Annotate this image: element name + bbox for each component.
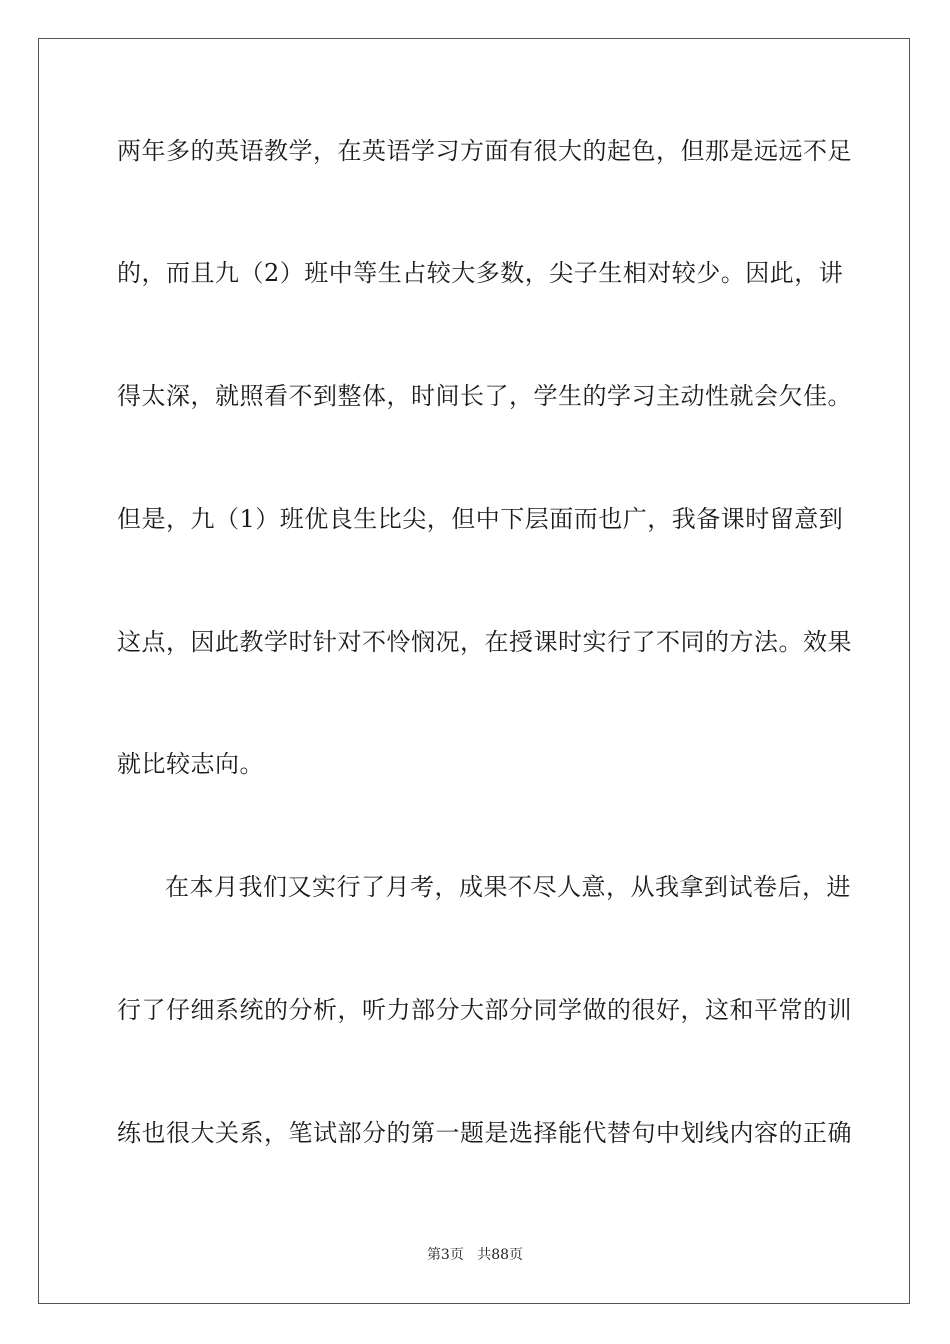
text-line-9: 练也很大关系，笔试部分的第一题是选择能代替句中划线内容的正确 — [117, 1119, 852, 1147]
page-footer — [0, 1246, 950, 1264]
page-number: 第3页 — [426, 1247, 464, 1263]
text-line-2: 的，而且九（2）班中等生占较大多数，尖子生相对较少。因此，讲 — [117, 259, 844, 287]
text-line-1: 两年多的英语教学，在英语学习方面有很大的起色，但那是远远不足 — [117, 137, 852, 165]
text-line-7: 在本月我们又实行了月考，成果不尽人意，从我拿到试卷后，进 — [165, 873, 851, 901]
text-line-3: 得太深，就照看不到整体，时间长了，学生的学习主动性就会欠佳。 — [117, 382, 852, 410]
text-line-5: 这点，因此教学时针对不怜悯况，在授课时实行了不同的方法。效果 — [117, 628, 852, 656]
page-border — [38, 38, 910, 1304]
text-line-6: 就比较志向。 — [117, 750, 264, 778]
text-line-8: 行了仔细系统的分析，听力部分大部分同学做的很好，这和平常的训 — [117, 996, 852, 1024]
page-total: 共88页 — [477, 1247, 524, 1263]
text-line-4: 但是，九（1）班优良生比尖，但中下层面而也广，我备课时留意到 — [117, 505, 844, 533]
